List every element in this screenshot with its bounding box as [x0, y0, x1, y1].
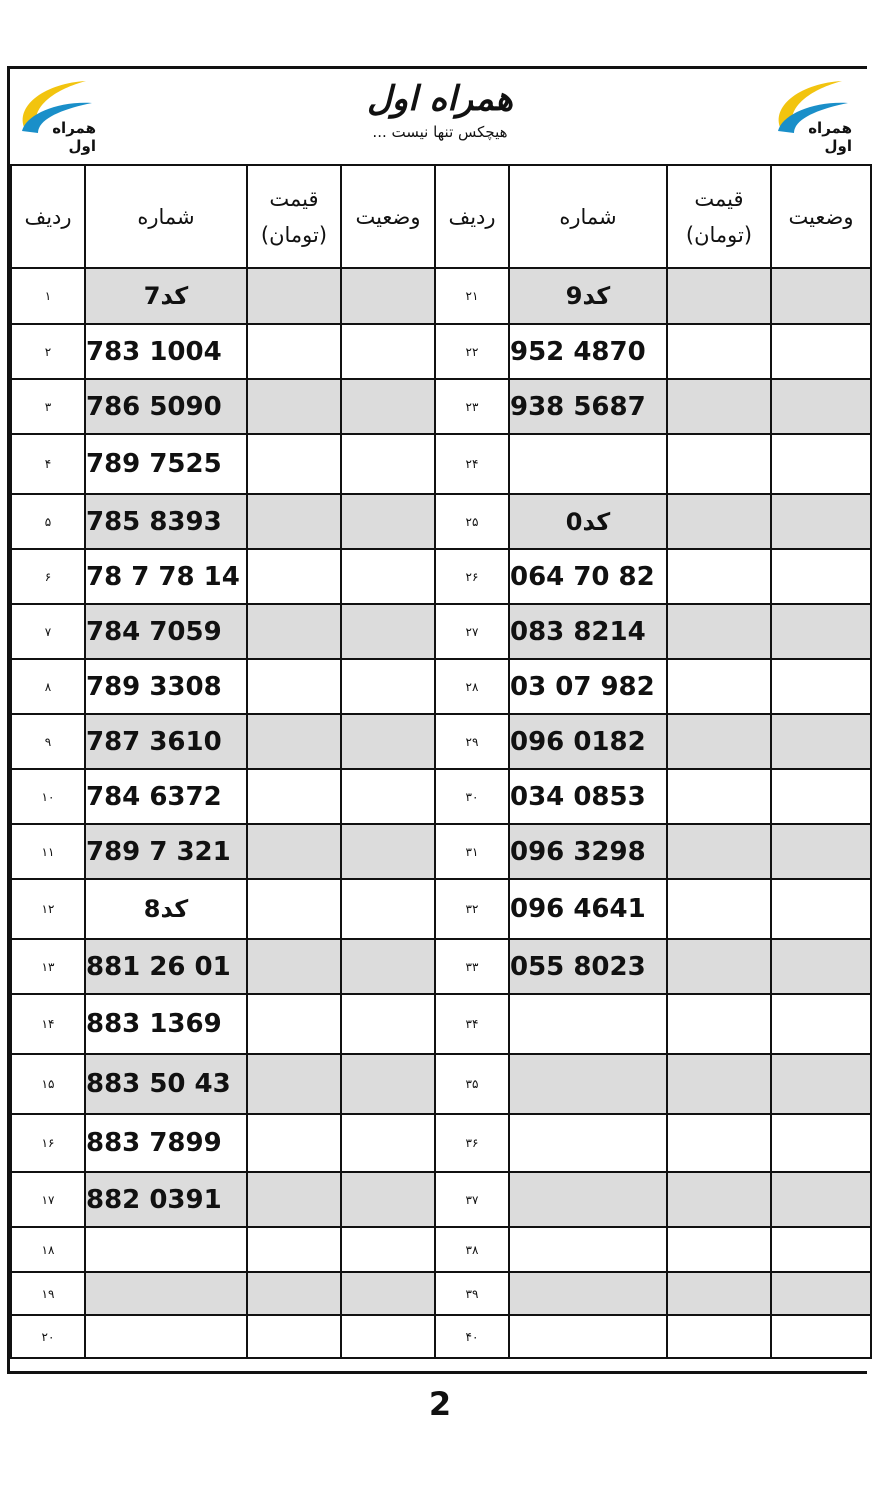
phone-number: [509, 1114, 667, 1172]
price-cell: [667, 604, 771, 659]
status-cell: [771, 769, 871, 824]
table-row: [11, 714, 871, 769]
table-row: [11, 994, 871, 1054]
phone-number: 784 6372: [85, 769, 247, 824]
brand-block: [310, 79, 570, 141]
price-cell: [667, 879, 771, 939]
row-index: ۲۸: [435, 659, 509, 714]
status-cell: [771, 1054, 871, 1114]
status-cell: [771, 604, 871, 659]
table-row: [11, 1172, 871, 1227]
price-cell: [247, 434, 341, 494]
price-cell: [247, 824, 341, 879]
row-index: ۱۷: [11, 1172, 85, 1227]
logo-label: همراه اول: [808, 119, 852, 155]
row-index: ۱۹: [11, 1272, 85, 1315]
price-cell: [247, 769, 341, 824]
status-cell: [771, 1114, 871, 1172]
status-cell: [341, 1315, 435, 1358]
table-row: [11, 1272, 871, 1315]
phone-number: 096 0182: [509, 714, 667, 769]
phone-number: [509, 1054, 667, 1114]
price-cell: [667, 1272, 771, 1315]
row-index: ۲۶: [435, 549, 509, 604]
price-cell: [247, 659, 341, 714]
status-cell: [341, 1054, 435, 1114]
col-row: ردیف: [435, 165, 509, 268]
row-index: ۳: [11, 379, 85, 434]
status-cell: [771, 994, 871, 1054]
phone-number: 883 50 43: [85, 1054, 247, 1114]
phone-number: 096 4641: [509, 879, 667, 939]
phone-number: [509, 994, 667, 1054]
phone-number: 784 7059: [85, 604, 247, 659]
row-index: ۳۲: [435, 879, 509, 939]
price-cell: [247, 939, 341, 994]
col-price-line2: (تومان): [260, 222, 328, 247]
status-cell: [771, 549, 871, 604]
status-cell: [771, 494, 871, 549]
price-cell: [667, 824, 771, 879]
col-number: شماره: [85, 165, 247, 268]
col-price-line1: قیمت: [269, 186, 319, 211]
price-cell: [667, 1315, 771, 1358]
row-index: ۲۵: [435, 494, 509, 549]
row-index: ۲۳: [435, 379, 509, 434]
status-cell: [771, 434, 871, 494]
prefix-code-label: 7کد: [85, 268, 247, 324]
status-cell: [771, 1272, 871, 1315]
price-cell: [667, 379, 771, 434]
status-cell: [771, 714, 871, 769]
row-index: ۳۰: [435, 769, 509, 824]
table-row: [11, 379, 871, 434]
status-cell: [771, 324, 871, 379]
col-status: وضعیت: [341, 165, 435, 268]
phone-number: 785 8393: [85, 494, 247, 549]
price-cell: [247, 1054, 341, 1114]
col-row: ردیف: [11, 165, 85, 268]
price-cell: [667, 494, 771, 549]
row-index: ۱: [11, 268, 85, 324]
phone-number: 789 3308: [85, 659, 247, 714]
phone-number: 083 8214: [509, 604, 667, 659]
row-index: ۲۲: [435, 324, 509, 379]
row-index: ۳۸: [435, 1227, 509, 1272]
phone-number: [85, 1227, 247, 1272]
table-row: [11, 939, 871, 994]
status-cell: [771, 939, 871, 994]
phone-number: 034 0853: [509, 769, 667, 824]
row-index: ۳۹: [435, 1272, 509, 1315]
status-cell: [341, 824, 435, 879]
col-price: [667, 165, 771, 268]
status-cell: [341, 324, 435, 379]
row-index: ۲۰: [11, 1315, 85, 1358]
row-index: ۹: [11, 714, 85, 769]
phone-number: [509, 1272, 667, 1315]
status-cell: [771, 1172, 871, 1227]
status-cell: [771, 268, 871, 324]
phone-number: [509, 434, 667, 494]
phone-number: 03 07 982: [509, 659, 667, 714]
status-cell: [341, 1114, 435, 1172]
status-cell: [341, 769, 435, 824]
status-cell: [341, 1227, 435, 1272]
status-cell: [341, 549, 435, 604]
row-index: ۱۲: [11, 879, 85, 939]
table-row: [11, 494, 871, 549]
col-price-line2: (تومان): [685, 222, 753, 247]
row-index: ۶: [11, 549, 85, 604]
row-index: ۳۴: [435, 994, 509, 1054]
price-cell: [247, 879, 341, 939]
table-row: [11, 549, 871, 604]
status-cell: [341, 659, 435, 714]
phone-number: 064 70 82: [509, 549, 667, 604]
row-index: ۲۴: [435, 434, 509, 494]
col-price-line1: قیمت: [694, 186, 744, 211]
table-row: [11, 1054, 871, 1114]
phone-number: [509, 1227, 667, 1272]
price-list-sheet: [7, 66, 867, 1423]
row-index: ۱۶: [11, 1114, 85, 1172]
row-index: ۱۸: [11, 1227, 85, 1272]
status-cell: [341, 379, 435, 434]
table-row: [11, 324, 871, 379]
row-index: ۴: [11, 434, 85, 494]
status-cell: [341, 714, 435, 769]
table-row: [11, 659, 871, 714]
status-cell: [771, 824, 871, 879]
phone-number: 783 1004: [85, 324, 247, 379]
row-index: ۳۱: [435, 824, 509, 879]
price-cell: [247, 1272, 341, 1315]
price-cell: [247, 604, 341, 659]
price-cell: [667, 549, 771, 604]
phone-number: 786 5090: [85, 379, 247, 434]
phone-number: 78 7 78 14: [85, 549, 247, 604]
status-cell: [341, 879, 435, 939]
price-cell: [667, 268, 771, 324]
table-row: [11, 1114, 871, 1172]
price-cell: [247, 494, 341, 549]
phone-number: 096 3298: [509, 824, 667, 879]
table-row: [11, 824, 871, 879]
status-cell: [341, 1272, 435, 1315]
row-index: ۷: [11, 604, 85, 659]
row-index: ۴۰: [435, 1315, 509, 1358]
price-cell: [667, 1227, 771, 1272]
phone-number: 952 4870: [509, 324, 667, 379]
status-cell: [771, 659, 871, 714]
phone-number: 055 8023: [509, 939, 667, 994]
table-header-row: [11, 165, 871, 268]
price-cell: [667, 1114, 771, 1172]
status-cell: [341, 1172, 435, 1227]
prefix-code-label: 8کد: [85, 879, 247, 939]
price-cell: [247, 268, 341, 324]
status-cell: [771, 379, 871, 434]
price-cell: [247, 1172, 341, 1227]
prefix-code-label: 0کد: [509, 494, 667, 549]
brand-slogan: هیچکس تنها نیست ...: [372, 123, 508, 141]
row-index: ۲۱: [435, 268, 509, 324]
row-index: ۲۹: [435, 714, 509, 769]
table-row: [11, 604, 871, 659]
phone-number: 789 7 321: [85, 824, 247, 879]
table-row: [11, 879, 871, 939]
price-cell: [667, 769, 771, 824]
table-row: [11, 1227, 871, 1272]
page-number: 2: [428, 1385, 452, 1423]
price-cell: [247, 549, 341, 604]
price-cell: [247, 714, 341, 769]
phone-number: 883 1369: [85, 994, 247, 1054]
row-index: ۳۳: [435, 939, 509, 994]
phone-number: 882 0391: [85, 1172, 247, 1227]
status-cell: [341, 604, 435, 659]
status-cell: [771, 1227, 871, 1272]
row-index: ۱۱: [11, 824, 85, 879]
price-cell: [247, 1315, 341, 1358]
price-cell: [667, 324, 771, 379]
row-index: ۸: [11, 659, 85, 714]
col-status: وضعیت: [771, 165, 871, 268]
prefix-code-label: 9کد: [509, 268, 667, 324]
row-index: ۱۳: [11, 939, 85, 994]
status-cell: [341, 994, 435, 1054]
logo-label: همراه اول: [52, 119, 96, 155]
table-row: [11, 434, 871, 494]
phone-number: 881 26 01: [85, 939, 247, 994]
price-cell: [247, 1227, 341, 1272]
status-cell: [341, 494, 435, 549]
price-cell: [667, 994, 771, 1054]
phone-number: [85, 1315, 247, 1358]
phone-number: 883 7899: [85, 1114, 247, 1172]
row-index: ۲: [11, 324, 85, 379]
price-cell: [667, 1172, 771, 1227]
price-cell: [667, 434, 771, 494]
row-index: ۳۵: [435, 1054, 509, 1114]
phone-number: 789 7525: [85, 434, 247, 494]
brand-title: همراه اول: [366, 79, 513, 119]
status-cell: [341, 939, 435, 994]
row-index: ۳۷: [435, 1172, 509, 1227]
table-row: [11, 268, 871, 324]
table-row: [11, 769, 871, 824]
price-cell: [667, 1054, 771, 1114]
status-cell: [771, 879, 871, 939]
status-cell: [771, 1315, 871, 1358]
col-price: [247, 165, 341, 268]
status-cell: [341, 268, 435, 324]
phone-number: 787 3610: [85, 714, 247, 769]
row-index: ۵: [11, 494, 85, 549]
table-row: [11, 1315, 871, 1358]
phone-number: [509, 1172, 667, 1227]
price-cell: [667, 939, 771, 994]
phone-number: [85, 1272, 247, 1315]
price-cell: [247, 994, 341, 1054]
row-index: ۲۷: [435, 604, 509, 659]
price-cell: [667, 714, 771, 769]
phone-number: 938 5687: [509, 379, 667, 434]
price-cell: [247, 1114, 341, 1172]
phone-number: [509, 1315, 667, 1358]
row-index: ۱۵: [11, 1054, 85, 1114]
mci-logo-right: [772, 75, 852, 161]
row-index: ۱۰: [11, 769, 85, 824]
number-price-table: [10, 164, 872, 1359]
mci-logo-left: [16, 75, 96, 161]
row-index: ۳۶: [435, 1114, 509, 1172]
sheet-header: [10, 69, 870, 164]
price-cell: [667, 659, 771, 714]
price-cell: [247, 379, 341, 434]
status-cell: [341, 434, 435, 494]
price-cell: [247, 324, 341, 379]
row-index: ۱۴: [11, 994, 85, 1054]
col-number: شماره: [509, 165, 667, 268]
